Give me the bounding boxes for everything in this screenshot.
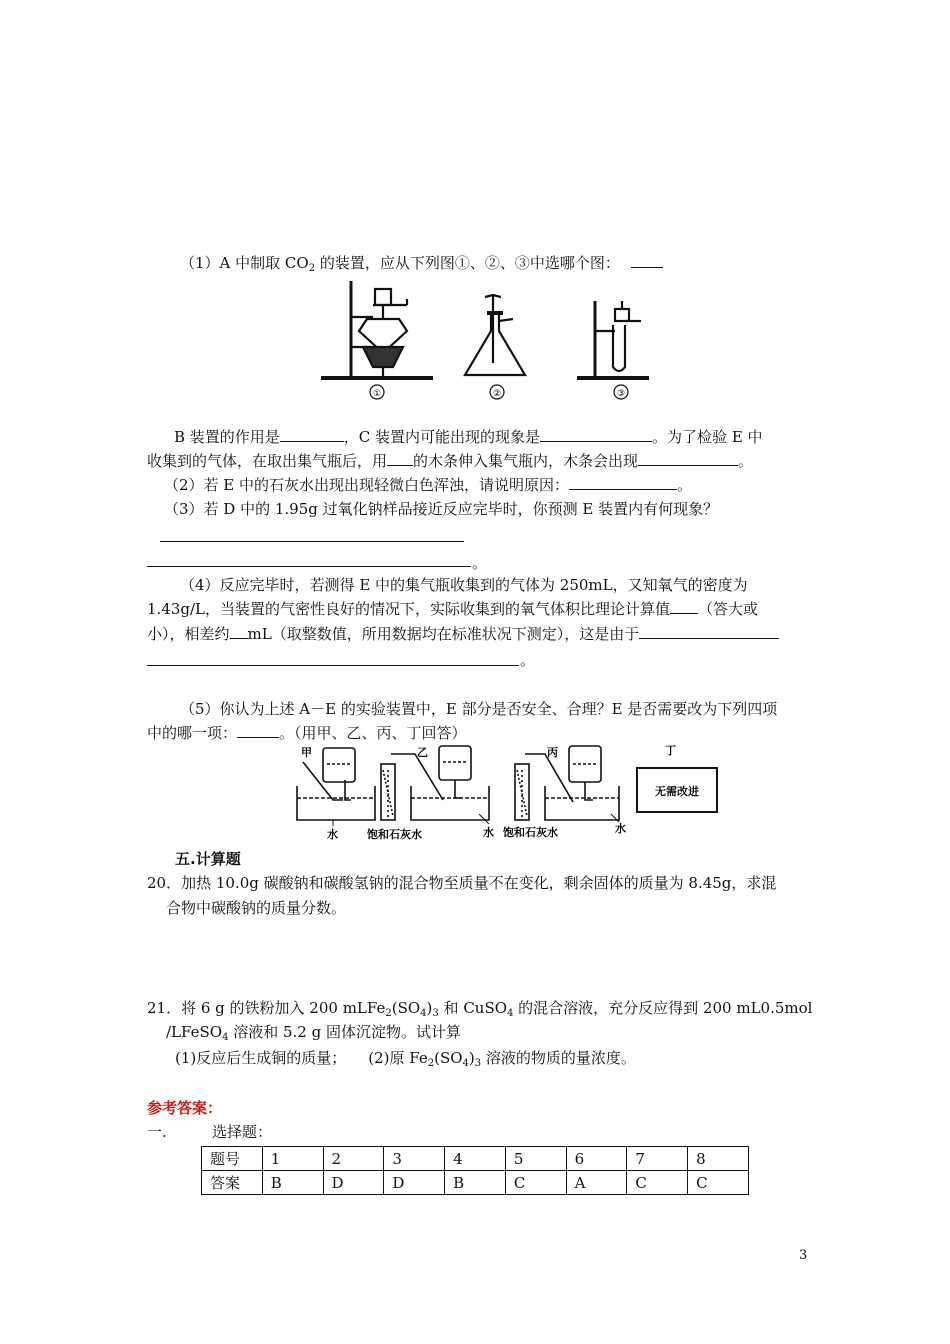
table-cell: 6 <box>566 1147 627 1171</box>
fig2-limewater-2: 饱和石灰水 <box>503 826 558 839</box>
fig2-water-2: 水 <box>483 826 494 839</box>
q5-line2: 中的哪一项： 。（用甲、乙、丙、丁回答） <box>147 724 467 742</box>
q4-line1: （4）反应完毕时，若测得 E 中的集气瓶收集到的气体为 250mL，又知氧气的密度为 <box>180 576 748 594</box>
fig2-label-jia: 甲 <box>301 746 312 759</box>
table-cell: C <box>627 1171 688 1195</box>
q3-answer-line-2[interactable] <box>147 566 471 567</box>
apparatus-figure-2 <box>293 740 733 842</box>
fig1-label-1: ① <box>372 389 382 399</box>
table-cell: B <box>445 1171 506 1195</box>
q3-line: （3）若 D 中的 1.95g 过氧化钠样品接近反应完毕时，你预测 E 装置内有何现象？ <box>164 500 719 518</box>
splint-blank[interactable] <box>387 451 413 466</box>
q4-line2: 1.43g/L，当装置的气密性良好的情况下，实际收集到的氧气体积比理论计算值 （答大或 <box>147 600 759 618</box>
table-cell: B <box>262 1171 323 1195</box>
table-cell: D <box>384 1171 445 1195</box>
q2-line: （2）若 E 中的石灰水出现出现轻微白色浑浊，请说明原因： 。 <box>164 476 693 494</box>
table-cell: 3 <box>384 1147 445 1171</box>
q4-larger-smaller-blank[interactable] <box>670 599 698 614</box>
table-cell: 题号 <box>202 1147 263 1171</box>
table-cell: 2 <box>323 1147 384 1171</box>
c-phenomenon-blank[interactable] <box>540 427 652 442</box>
table-cell: 1 <box>262 1147 323 1171</box>
table-cell: D <box>323 1171 384 1195</box>
table-cell: C <box>688 1171 749 1195</box>
fig2-water-1: 水 <box>327 828 338 841</box>
q4-answer-line[interactable] <box>147 665 519 666</box>
table-row <box>202 1171 749 1195</box>
fig1-label-2: ② <box>492 389 502 399</box>
table-cell: 5 <box>505 1147 566 1171</box>
q5-line1: （5）你认为上述 A－E 的实验装置中，E 部分是否安全、合理？E 是否需要改为下列四项 <box>180 700 778 718</box>
table-cell: 4 <box>445 1147 506 1171</box>
splint-result-blank[interactable] <box>638 451 738 466</box>
para-b-line1: B 装置的作用是 ，C 装置内可能出现的现象是 。为了检验 E 中 <box>174 428 763 446</box>
q20-line2: 合物中碳酸钠的质量分数。 <box>166 899 347 917</box>
fig2-label-ding: 丁 <box>665 744 676 757</box>
q2-blank[interactable] <box>569 475 677 490</box>
fig2-limewater-1: 饱和石灰水 <box>367 828 422 841</box>
q21-line3: (1)反应后生成铜的质量； (2)原 $Fe_2(SO_4)_3$ 溶液的物质的量浓度。 <box>175 1049 636 1069</box>
fig2-water-3: 水 <box>615 822 626 835</box>
q3-end: 。 <box>472 554 488 572</box>
answers-part-number: 一. <box>147 1123 167 1141</box>
table-cell: C <box>505 1171 566 1195</box>
b-function-blank[interactable] <box>280 427 344 442</box>
fig2-label-yi: 乙 <box>417 746 428 759</box>
section-5-title: 五.计算题 <box>175 850 241 868</box>
q1-line: （1）A 中制取 $CO_2$ 的装置，应从下列图①、②、③中选哪个图： <box>180 253 663 273</box>
fig2-no-change: 无需改进 <box>655 785 699 798</box>
fig1-label-3: ③ <box>616 389 626 399</box>
q3-answer-line-1[interactable] <box>160 541 464 542</box>
answers-part-label: 选择题： <box>212 1123 273 1141</box>
q21-line2: /LFeSO$_4$ 溶液和 5.2 g 固体沉淀物。试计算 <box>166 1023 461 1043</box>
q21-line1: 21．将 6 g 的铁粉加入 200 $mLFe_2(SO_4)_3$ 和 CuSO$_4$ 的混合溶液，充分反应得到 200 mL0.5mol <box>147 999 813 1019</box>
answers-title: 参考答案： <box>147 1099 223 1117</box>
table-cell: 8 <box>688 1147 749 1171</box>
para-b-line2: 收集到的气体，在取出集气瓶后，用 的木条伸入集气瓶内，木条会出现 。 <box>147 452 754 470</box>
q4-difference-blank[interactable] <box>230 624 248 639</box>
table-row <box>202 1147 749 1171</box>
fig2-label-bing: 丙 <box>547 746 558 759</box>
apparatus-figure-1 <box>315 275 653 401</box>
table-cell: A <box>566 1171 627 1195</box>
q1-blank[interactable] <box>631 253 663 268</box>
q20-line1: 20．加热 10.0g 碳酸钠和碳酸氢钠的混合物至质量不在变化，剩余固体的质量为 8.45g，求混 <box>147 874 777 892</box>
q5-blank[interactable] <box>237 723 279 738</box>
page-number: 3 <box>799 1248 808 1263</box>
answer-table <box>201 1146 749 1195</box>
q4-line3: 小），相差约 mL（取整数值，所用数据均在标准状况下测定），这是由于 <box>147 624 779 644</box>
q4-reason-blank[interactable] <box>639 624 779 639</box>
table-cell: 7 <box>627 1147 688 1171</box>
q4-end: 。 <box>520 651 536 669</box>
table-cell: 答案 <box>202 1171 263 1195</box>
